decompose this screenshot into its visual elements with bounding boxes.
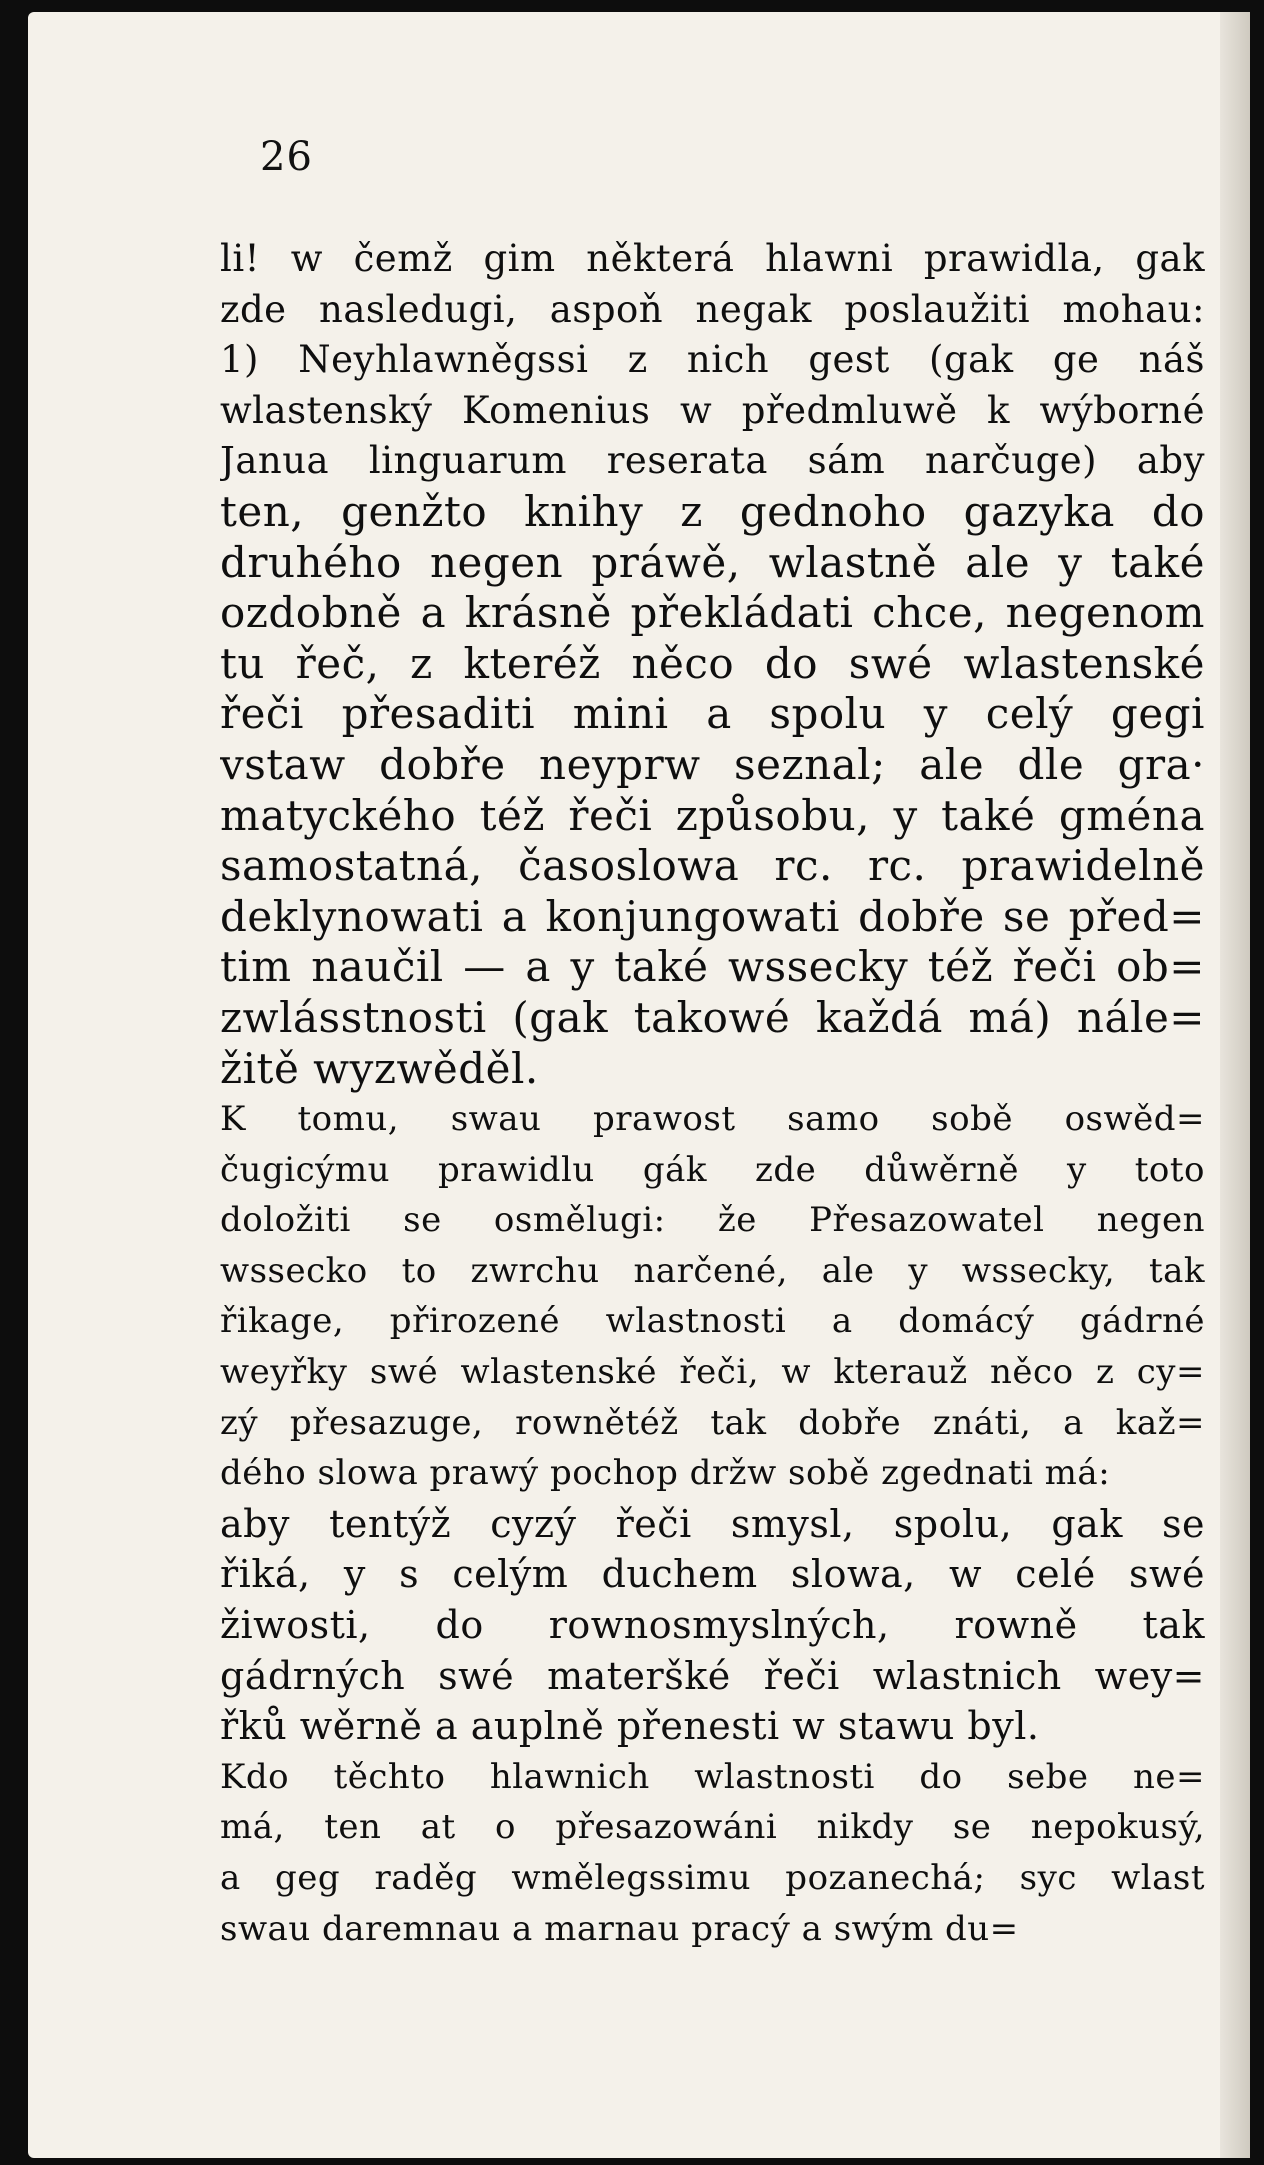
text-line: ten, genžto knihy z gednoho gazyka do [220, 486, 1205, 536]
text-line: řiká, y s celým duchem slowa, w celé swé [220, 1552, 1205, 1597]
text-line: zwlásstnosti (gak takowé každá má) nále= [220, 992, 1205, 1042]
text-line: vstaw dobře neyprw seznal; ale dle gra· [220, 739, 1205, 789]
text-line: žiwosti, do rownosmyslných, rowně tak [220, 1603, 1205, 1648]
paragraph [220, 234, 1205, 335]
paragraph [220, 1094, 1205, 1499]
text-line: Kdo těchto hlawnich wlastnosti do sebe ne= [220, 1756, 1205, 1797]
text-line: řeči přesaditi mini a spolu y celý gegi [220, 689, 1205, 739]
text-line: gádrných swé materšké řeči wlastnich wey= [220, 1653, 1205, 1698]
paragraph [220, 1499, 1205, 1752]
text-line: zde nasledugi, aspoň negak poslaužiti mohau: [220, 287, 1205, 331]
text-line: doložiti se osmělugi: že Přesazowatel negen [220, 1200, 1205, 1241]
text-line: K tomu, swau prawost samo sobě oswěd= [220, 1099, 1205, 1140]
page-number: 26 [260, 134, 313, 180]
text-line: samostatná, časoslowa rc. rc. prawidelně [220, 841, 1205, 891]
text-line: aby tentýž cyzý řeči smysl, spolu, gak se [220, 1501, 1205, 1546]
text-line: má, ten at o přesazowáni nikdy se nepokusý, [220, 1807, 1205, 1848]
text-line: swau daremnau a marnau pracý a swým du= [220, 1908, 1019, 1949]
paragraph [220, 335, 1205, 487]
text-line: řků wěrně a auplně přenesti w stawu byl. [220, 1704, 1040, 1749]
text-line: a geg raděg wmělegssimu pozanechá; syc wlast [220, 1858, 1205, 1898]
text-line: Janua linguarum reserata sám narčuge) aby [220, 439, 1205, 483]
text-line: řikage, přirozené wlastnosti a domácý gádrné [220, 1301, 1205, 1342]
paragraph [220, 1752, 1205, 1954]
text-line: deklynowati a konjungowati dobře se před= [220, 891, 1205, 941]
page-gutter-shadow [1220, 12, 1250, 2158]
text-line: dého slowa prawý pochop držw sobě zgednati má: [220, 1453, 1111, 1494]
text-line: 1) Neyhlawněgssi z nich gest (gak ge náš [220, 338, 1205, 382]
paragraph [220, 487, 1205, 1094]
page-body-text [220, 234, 1205, 1954]
text-line: tim naučil — a y také wssecky též řeči ob= [220, 942, 1205, 992]
text-line: weyřky swé wlastenské řeči, w kterauž něco z cy= [220, 1352, 1205, 1393]
text-line: ozdobně a krásně překládati chce, negenom [220, 588, 1205, 638]
text-line: wlastenský Komenius w předmluwě k wýborné [220, 388, 1205, 432]
text-line: žitě wyzwěděl. [220, 1043, 539, 1093]
text-line: druhého negen práwě, wlastně ale y také [220, 537, 1205, 587]
text-line: matyckého též řeči způsobu, y také gména [220, 790, 1205, 840]
text-line: čugicýmu prawidlu gák zde důwěrně y toto [220, 1149, 1205, 1190]
text-line: wssecko to zwrchu narčené, ale y wssecky, tak [220, 1250, 1205, 1291]
text-line: tu řeč, z kteréž něco do swé wlastenské [220, 638, 1205, 688]
book-page [28, 12, 1250, 2158]
text-line: li! w čemž gim některá hlawni prawidla, gak [220, 237, 1205, 280]
text-line: zý přesazuge, rownětéž tak dobře znáti, a kaž= [220, 1402, 1205, 1443]
